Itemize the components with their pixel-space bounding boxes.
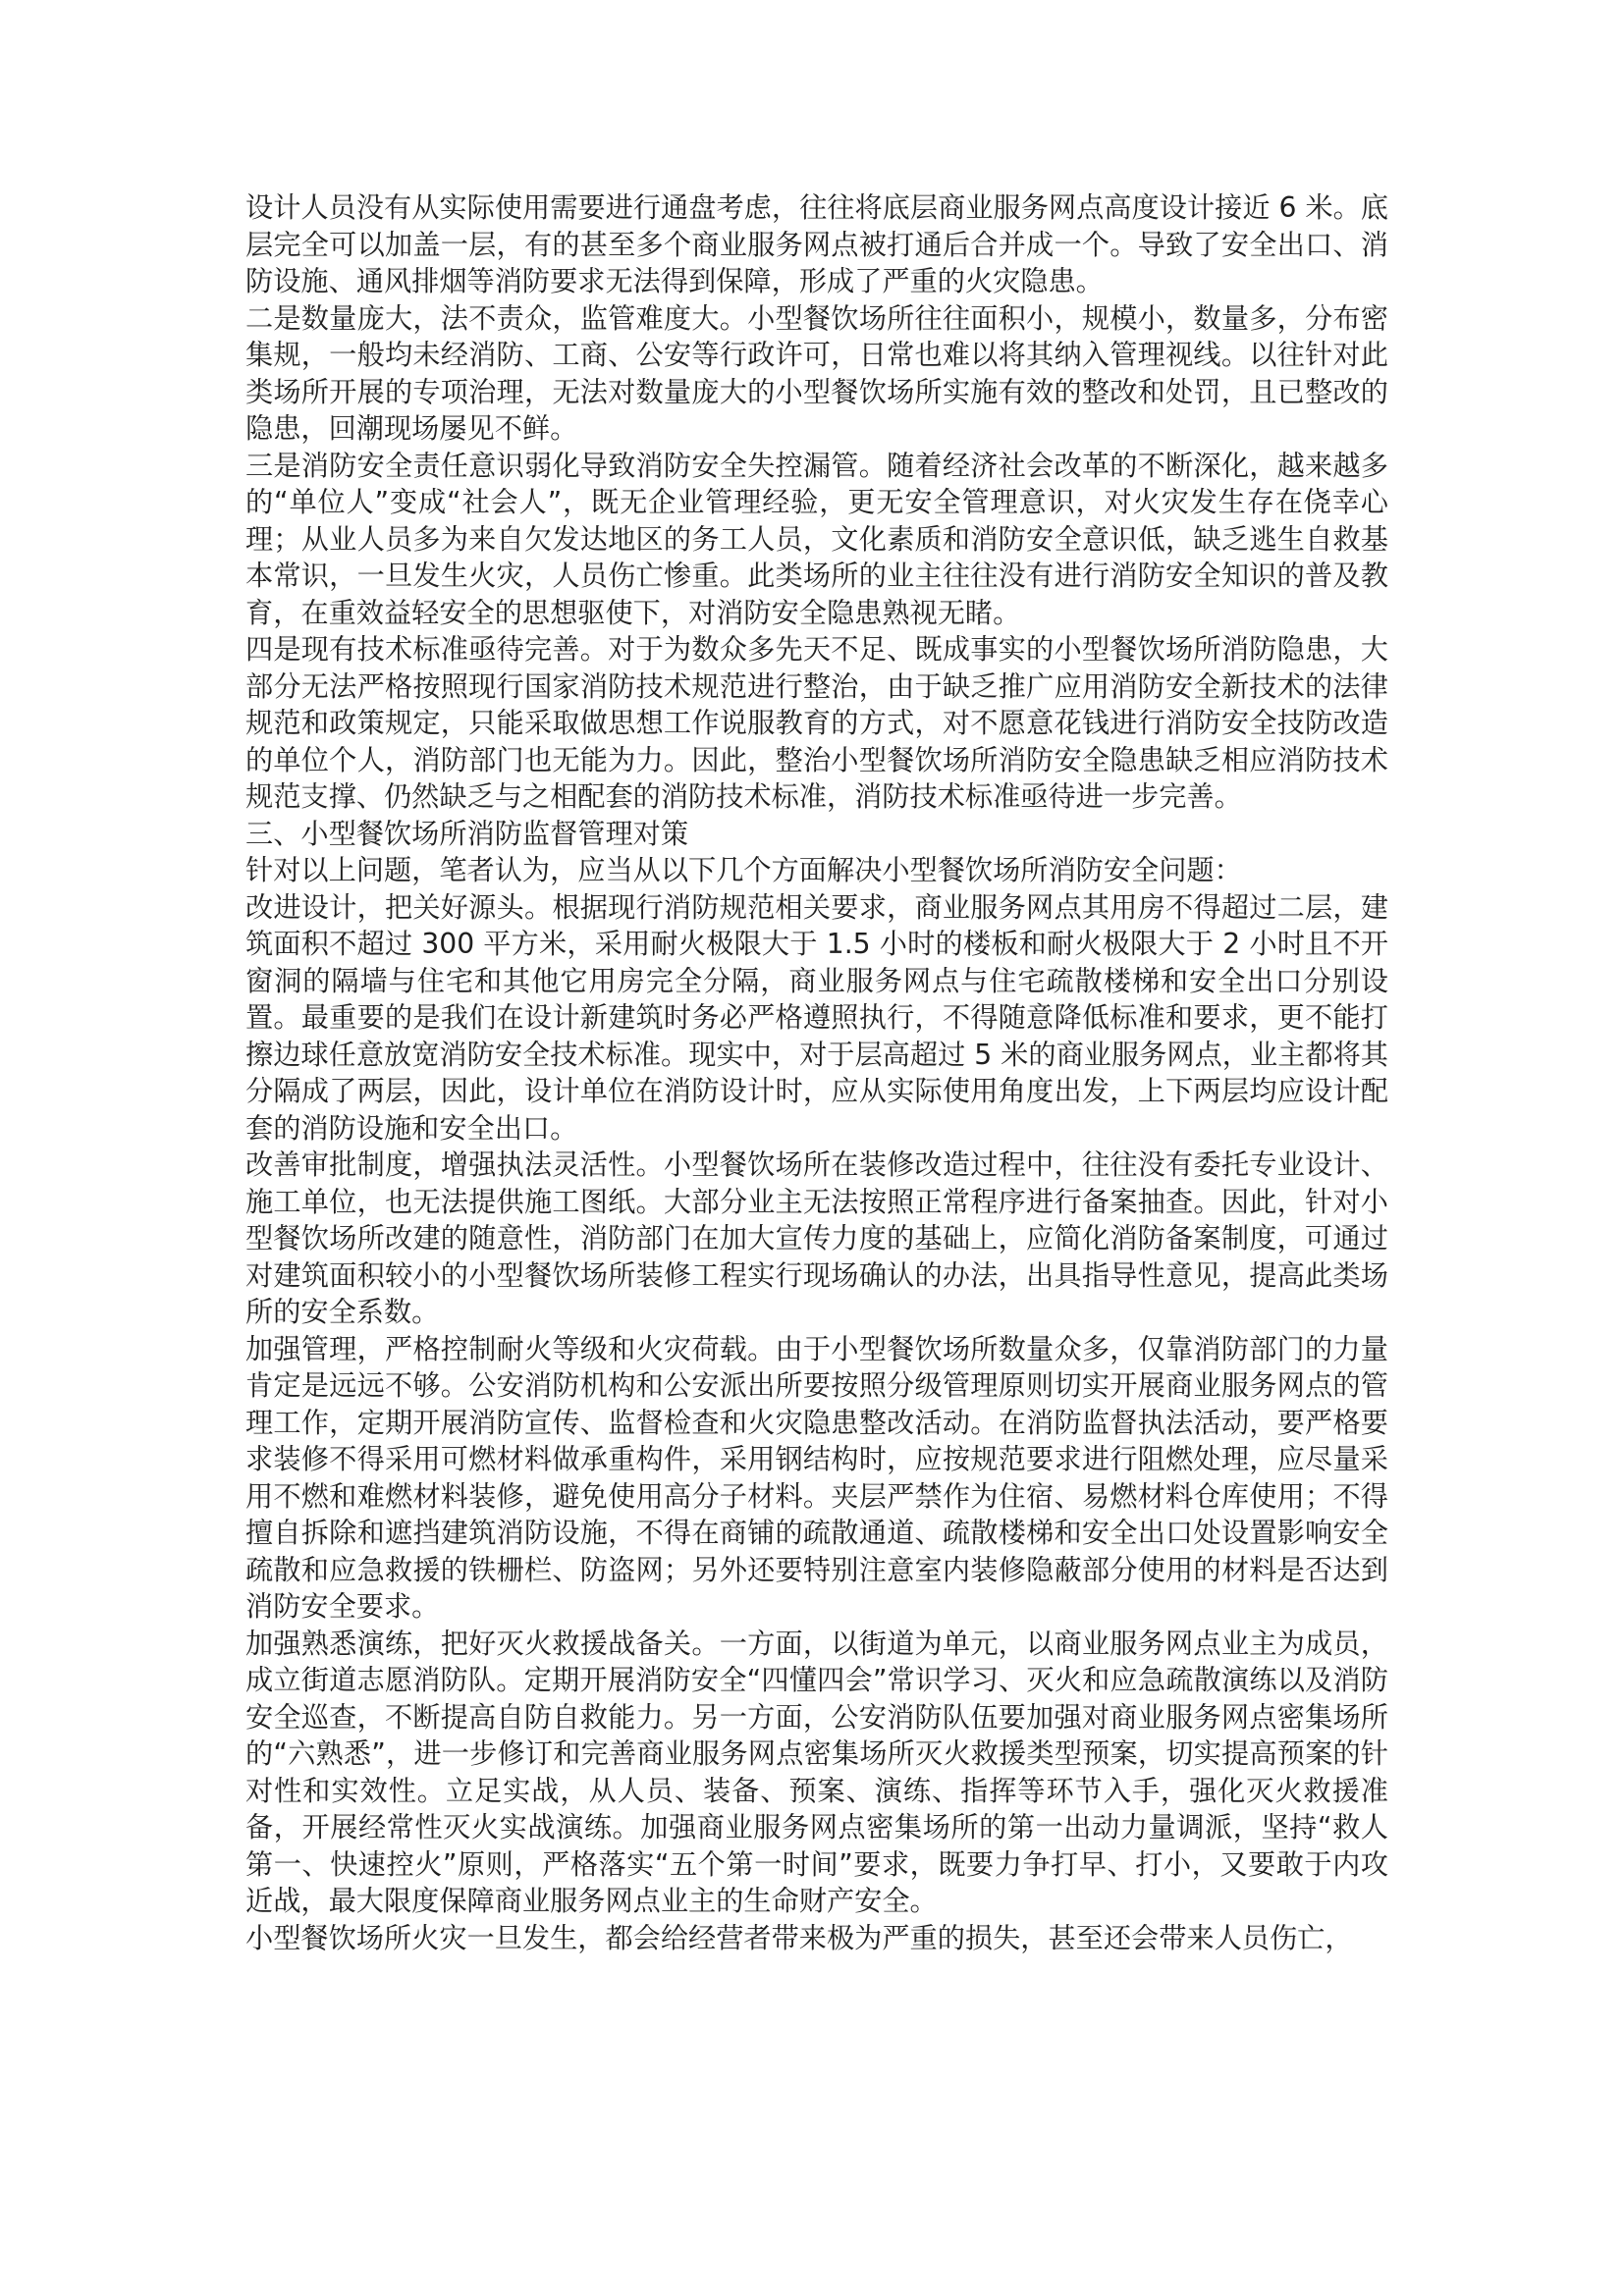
paragraph-strengthen-management: 加强管理，严格控制耐火等级和火灾荷载。由于小型餐饮场所数量众多，仅靠消防部门的力量肯定是远远不够。公安消防机构和公安派出所要按照分级管理原则切实开展商业服务网点的管理工作，定期开展消防宣传、监督检查和火灾隐患整改活动。在消防监督执法活动，要严格要求装修不得采用可燃材料做承重构件，采用钢结构时，应按规范要求进行阻燃处理，应尽量采用不燃和难燃材料装修，避免使用高分子材料。夹层严禁作为住宿、易燃材料仓库使用；不得擅自拆除和遮挡建筑消防设施，不得在商铺的疏散通道、疏散楼梯和安全出口处设置影响安全疏散和应急救援的铁栅栏、防盗网；另外还要特别注意室内装修隐蔽部分使用的材料是否达到消防安全要求。 <box>245 1332 1388 1623</box>
paragraph-improve-design: 改进设计，把关好源头。根据现行消防规范相关要求，商业服务网点其用房不得超过二层，建筑面积不超过 300 平方米，采用耐火极限大于 1.5 小时的楼板和耐火极限大于 2 小时且不开窗洞的隔墙与住宅和其他它用房完全分隔，商业服务网点与住宅疏散楼梯和安全出口分别设置。最重要的是我们在设计新建筑时务必严格遵照执行，不得随意降低标准和要求，更不能打擦边球任意放宽消防安全技术标准。现实中，对于层高超过 5 米的商业服务网点，业主都将其分隔成了两层，因此，设计单位在消防设计时，应从实际使用角度出发，上下两层均应设计配套的消防设施和安全出口。 <box>245 890 1388 1145</box>
paragraph-intro: 针对以上问题，笔者认为，应当从以下几个方面解决小型餐饮场所消防安全问题： <box>245 854 1242 886</box>
paragraph-conclusion: 小型餐饮场所火灾一旦发生，都会给经营者带来极为严重的损失，甚至还会带来人员伤亡， <box>245 1921 1353 1954</box>
paragraph-point-four: 四是现有技术标准亟待完善。对于为数众多先天不足、既成事实的小型餐饮场所消防隐患，大部分无法严格按照现行国家消防技术规范进行整治，由于缺乏推广应用消防安全新技术的法律规范和政策规定，只能采取做思想工作说服教育的方式，对不愿意花钱进行消防安全技防改造的单位个人，消防部门也无能为力。因此，整治小型餐饮场所消防安全隐患缺乏相应消防技术规范支撑、仍然缺乏与之相配套的消防技术标准，消防技术标准亟待进一步完善。 <box>245 633 1388 813</box>
document-page <box>245 189 1388 1956</box>
section-heading: 三、小型餐饮场所消防监督管理对策 <box>245 817 689 850</box>
paragraph-design-problem: 设计人员没有从实际使用需要进行通盘考虑，往往将底层商业服务网点高度设计接近 6 米。底层完全可以加盖一层，有的甚至多个商业服务网点被打通后合并成一个。导致了安全出口、消防设施、通风排烟等消防要求无法得到保障，形成了严重的火灾隐患。 <box>245 191 1388 297</box>
paragraph-point-two: 二是数量庞大，法不责众，监管难度大。小型餐饮场所往往面积小，规模小，数量多，分布密集规，一般均未经消防、工商、公安等行政许可，日常也难以将其纳入管理视线。以往针对此类场所开展的专项治理，无法对数量庞大的小型餐饮场所实施有效的整改和处罚，且已整改的隐患，回潮现场屡见不鲜。 <box>245 301 1388 445</box>
paragraph-approval-system: 改善审批制度，增强执法灵活性。小型餐饮场所在装修改造过程中，往往没有委托专业设计、施工单位，也无法提供施工图纸。大部分业主无法按照正常程序进行备案抽查。因此，针对小型餐饮场所改建的随意性，消防部门在加大宣传力度的基础上，应简化消防备案制度，可通过对建筑面积较小的小型餐饮场所装修工程实行现场确认的办法，出具指导性意见，提高此类场所的安全系数。 <box>245 1148 1388 1328</box>
paragraph-drills: 加强熟悉演练，把好灭火救援战备关。一方面，以街道为单元，以商业服务网点业主为成员，成立街道志愿消防队。定期开展消防安全“四懂四会”常识学习、灭火和应急疏散演练以及消防安全巡查，不断提高自防自救能力。另一方面，公安消防队伍要加强对商业服务网点密集场所的“六熟悉”，进一步修订和完善商业服务网点密集场所灭火救援类型预案，切实提高预案的针对性和实效性。立足实战，从人员、装备、预案、演练、指挥等环节入手，强化灭火救援准备，开展经常性灭火实战演练。加强商业服务网点密集场所的第一出动力量调派，坚持“救人第一、快速控火”原则，严格落实“五个第一时间”要求，既要力争打早、打小，又要敢于内攻近战，最大限度保障商业服务网点业主的生命财产安全。 <box>245 1627 1388 1917</box>
paragraph-point-three: 三是消防安全责任意识弱化导致消防安全失控漏管。随着经济社会改革的不断深化，越来越多的“单位人”变成“社会人”，既无企业管理经验，更无安全管理意识，对火灾发生存在侥幸心理；从业人员多为来自欠发达地区的务工人员，文化素质和消防安全意识低，缺乏逃生自救基本常识，一旦发生火灾，人员伤亡惨重。此类场所的业主往往没有进行消防安全知识的普及教育，在重效益轻安全的思想驱使下，对消防安全隐患熟视无睹。 <box>245 449 1388 629</box>
